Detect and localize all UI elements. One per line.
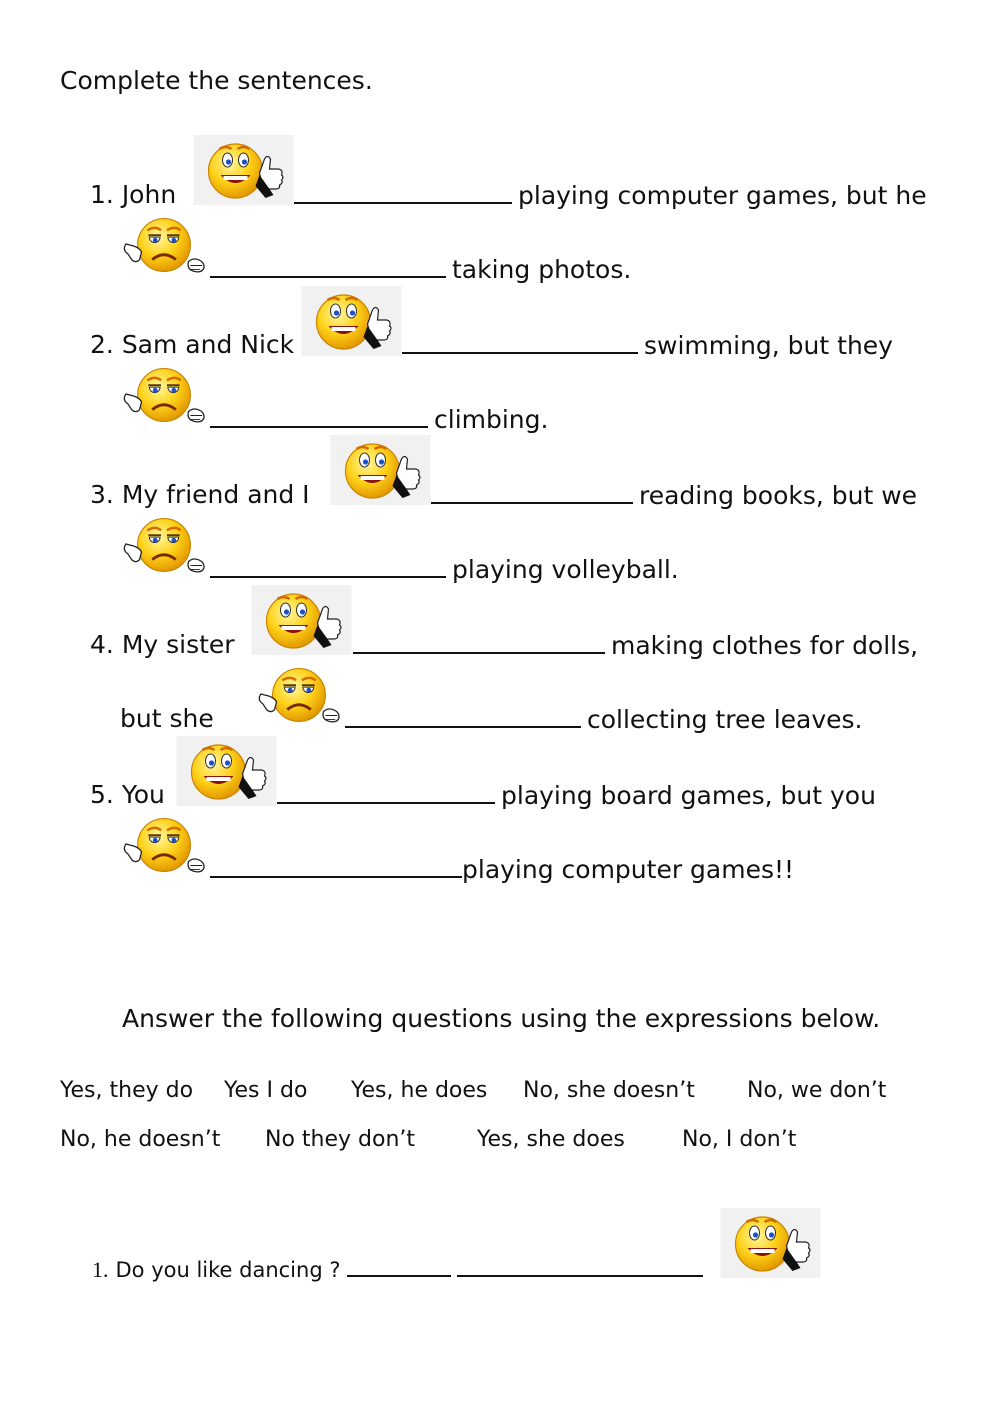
item-4-line1 xyxy=(90,630,235,660)
thumbs-up-smiley-icon xyxy=(301,286,402,356)
expression: No, I don’t xyxy=(682,1127,797,1152)
item-after-dislike: climbing. xyxy=(434,405,549,434)
item-5-like-part xyxy=(277,780,876,811)
thumbs-up-smiley-icon xyxy=(720,1208,821,1278)
section2-title: Answer the following questions using the expressions below. xyxy=(122,1004,881,1033)
thumbs-down-frown-icon xyxy=(120,360,208,430)
item-after-like: reading books, but we xyxy=(639,481,918,510)
item-1-line1 xyxy=(90,180,176,210)
answer-blank[interactable] xyxy=(210,404,428,428)
item-after-like: playing board games, but you xyxy=(501,781,876,810)
item-2-line1 xyxy=(90,330,294,360)
item-4-like-part xyxy=(353,630,918,661)
item-3-dislike-part xyxy=(210,554,679,585)
thumbs-up-smiley-icon xyxy=(176,736,277,806)
answer-blank[interactable] xyxy=(347,1257,451,1277)
item-subject: You xyxy=(121,780,165,809)
item-5-dislike-part xyxy=(210,854,794,885)
item-3-line1 xyxy=(90,480,310,510)
item-subject: Sam and Nick xyxy=(121,330,295,359)
expression: Yes I do xyxy=(224,1078,308,1103)
expression: No, she doesn’t xyxy=(523,1078,695,1103)
expression: No they don’t xyxy=(265,1127,416,1152)
item-after-dislike: playing volleyball. xyxy=(452,555,679,584)
item-after-like: making clothes for dolls, xyxy=(611,631,919,660)
item-4-dislike-prefix: but she xyxy=(120,704,214,733)
answer-blank[interactable] xyxy=(210,554,446,578)
item-subject: My friend and I xyxy=(121,480,310,509)
section1-title: Complete the sentences. xyxy=(60,66,373,95)
item-after-like: playing computer games, but he xyxy=(518,181,927,210)
answer-blank[interactable] xyxy=(402,330,638,354)
answer-blank[interactable] xyxy=(210,254,446,278)
item-after-dislike: taking photos. xyxy=(452,255,632,284)
item-number: 3. xyxy=(90,480,114,509)
item-3-like-part xyxy=(431,480,917,511)
question-text: Do you like dancing ? xyxy=(115,1258,341,1282)
item-after-dislike: playing computer games!! xyxy=(462,855,795,884)
item-after-dislike: collecting tree leaves. xyxy=(587,705,863,734)
thumbs-down-frown-icon xyxy=(120,510,208,580)
item-1-dislike-part xyxy=(210,254,631,285)
item-5-line1 xyxy=(90,780,165,810)
item-number: 4. xyxy=(90,630,114,659)
item-4-dislike-part xyxy=(345,704,863,735)
answer-blank[interactable] xyxy=(345,704,581,728)
thumbs-down-frown-icon xyxy=(120,810,208,880)
question-number: 1. xyxy=(92,1257,109,1282)
thumbs-up-smiley-icon xyxy=(193,135,294,205)
answer-blank[interactable] xyxy=(431,480,633,504)
thumbs-up-smiley-icon xyxy=(251,585,352,655)
item-2-dislike-part xyxy=(210,404,548,435)
item-2-like-part xyxy=(402,330,893,361)
item-subject: John xyxy=(121,180,177,209)
expression: Yes, he does xyxy=(351,1078,488,1103)
item-number: 5. xyxy=(90,780,114,809)
thumbs-up-smiley-icon xyxy=(330,435,431,505)
answer-blank[interactable] xyxy=(210,854,462,878)
item-subject: My sister xyxy=(121,630,235,659)
expression: No, he doesn’t xyxy=(60,1127,221,1152)
item-after-like: swimming, but they xyxy=(644,331,893,360)
item-number: 2. xyxy=(90,330,114,359)
expression: Yes, she does xyxy=(477,1127,625,1152)
thumbs-down-frown-icon xyxy=(255,660,343,730)
answer-blank[interactable] xyxy=(457,1257,703,1277)
expression: No, we don’t xyxy=(747,1078,887,1103)
question-1 xyxy=(92,1256,709,1285)
answer-blank[interactable] xyxy=(294,180,512,204)
answer-blank[interactable] xyxy=(277,780,495,804)
item-1-like-part xyxy=(294,180,927,211)
item-number: 1. xyxy=(90,180,114,209)
thumbs-down-frown-icon xyxy=(120,210,208,280)
answer-blank[interactable] xyxy=(353,630,605,654)
expression: Yes, they do xyxy=(60,1078,194,1103)
